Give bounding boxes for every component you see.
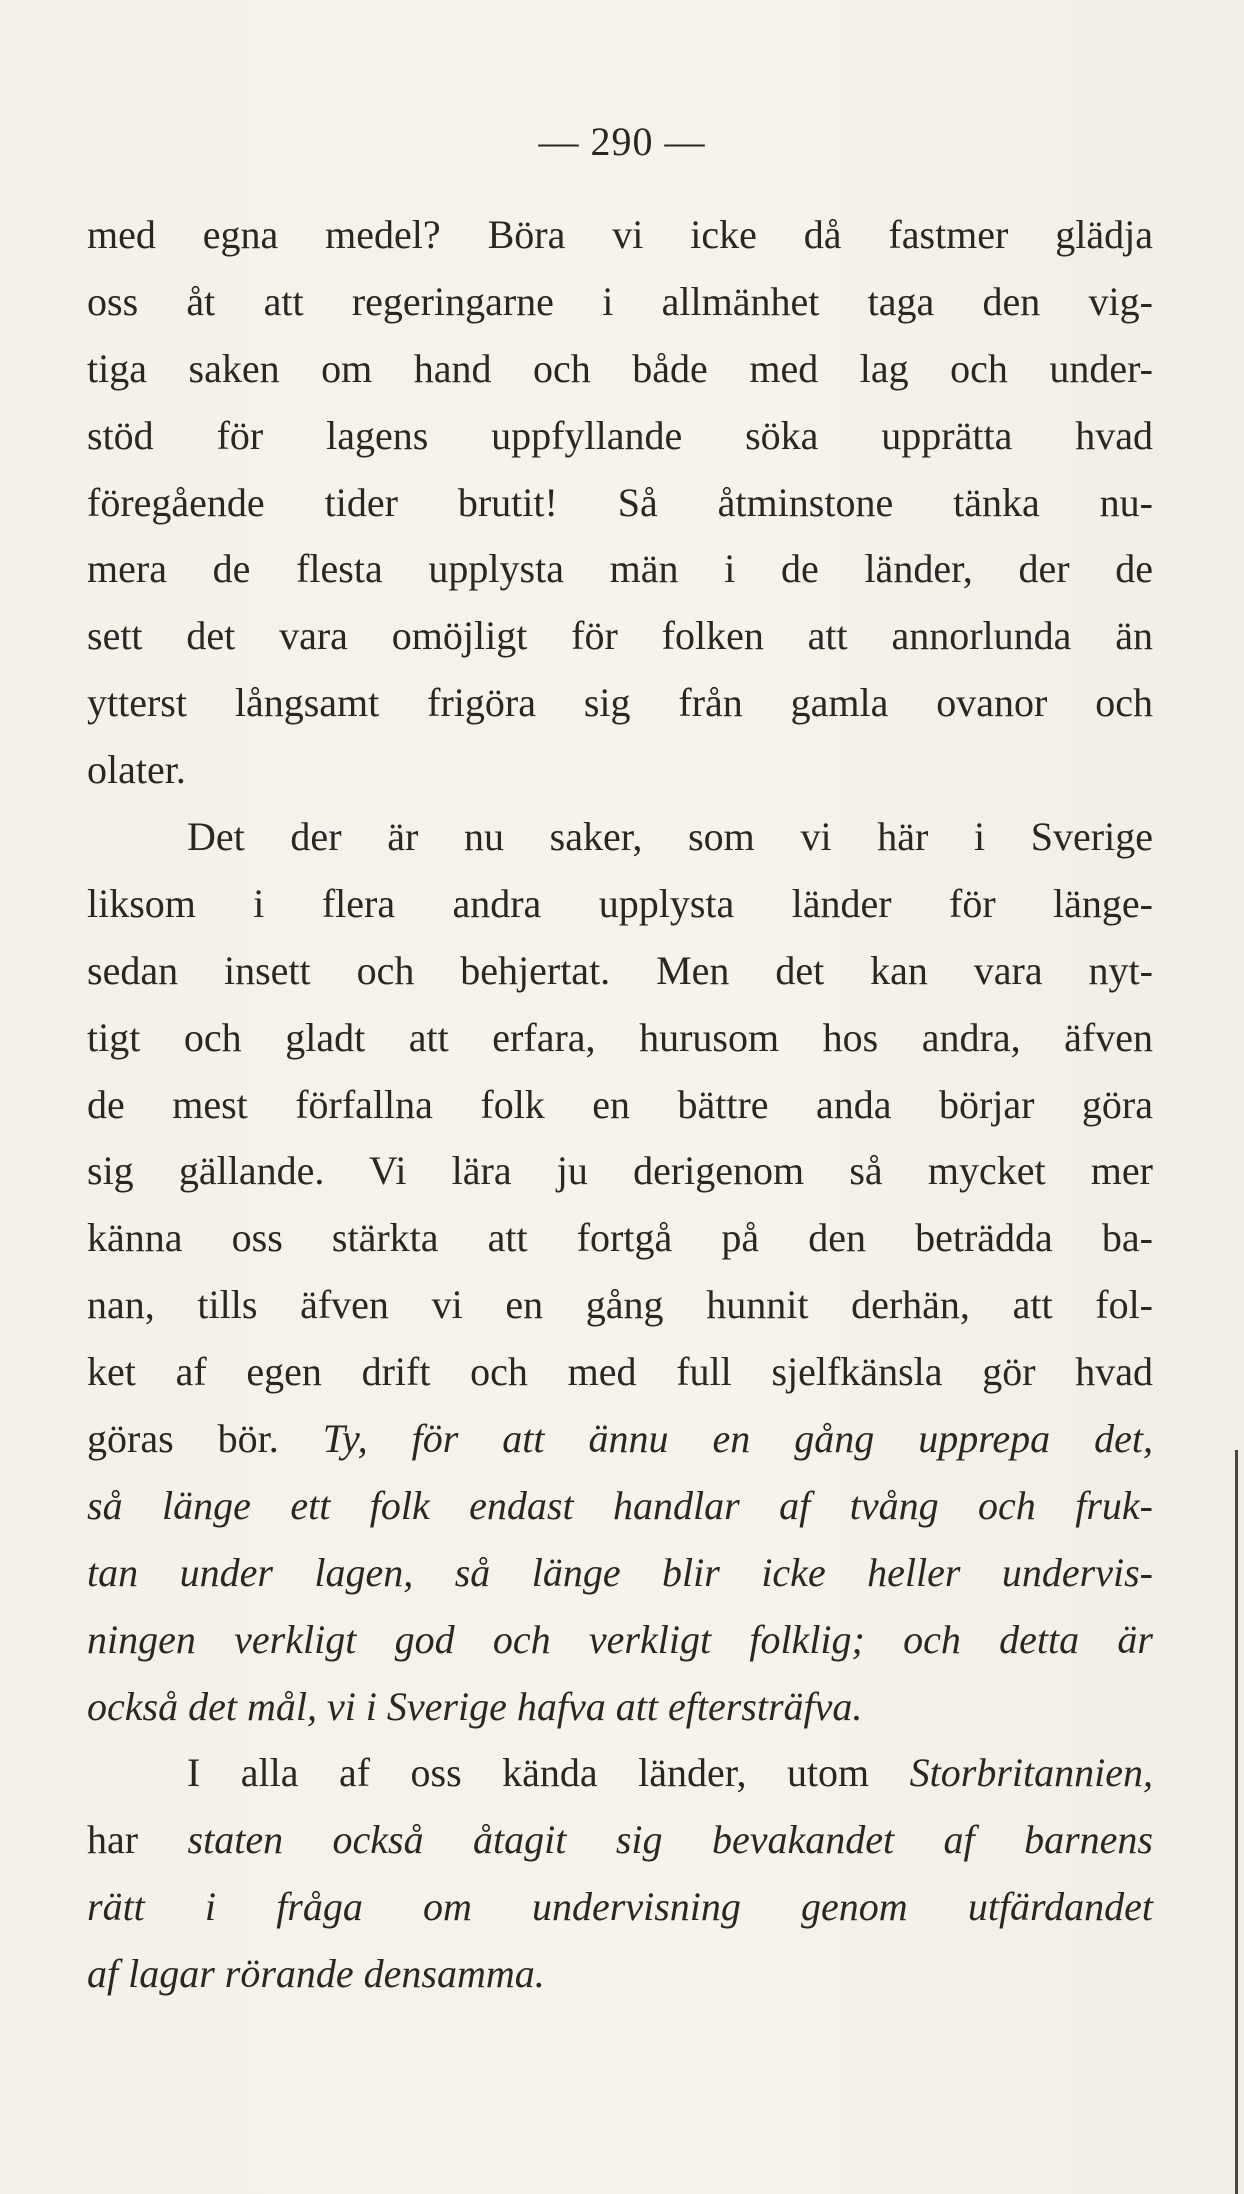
italic-text-run: rätt i fråga om undervisning genom utfärdandet	[87, 1884, 1153, 1930]
text-line	[87, 269, 1153, 336]
text-run: göras bör.	[87, 1416, 323, 1462]
text-run: med egna medel? Böra vi icke då fastmer glädja	[87, 212, 1153, 257]
text-run: ytterst långsamt frigöra sig från gamla ovanor och	[87, 680, 1153, 726]
italic-text-run: tan under lagen, så länge blir icke heller undervis-	[87, 1549, 1153, 1595]
text-line	[87, 1072, 1153, 1139]
text-run: tigt och gladt att erfara, hurusom hos andra, äfven	[87, 1014, 1153, 1060]
text-line	[87, 1674, 1153, 1741]
text-line	[87, 1807, 1153, 1874]
page-number: — 290 —	[538, 119, 706, 164]
text-run: mera de flesta upplysta män i de länder, der de	[87, 546, 1153, 592]
italic-text-run: så länge ett folk endast handlar af tvång och fruk-	[87, 1482, 1153, 1528]
text-run: sig gällande. Vi lära ju derigenom så mycket mer	[87, 1148, 1153, 1194]
text-run: föregående tider brutit! Så åtminstone tänka nu-	[87, 479, 1153, 525]
text-line	[87, 1941, 1153, 2008]
text-run: de mest förfallna folk en bättre anda börjar göra	[87, 1081, 1153, 1127]
text-line	[87, 1607, 1153, 1674]
text-line	[87, 938, 1153, 1005]
text-line	[87, 1473, 1153, 1540]
italic-text-run: ningen verkligt god och verkligt folklig; och detta är	[87, 1616, 1153, 1662]
italic-text-run: Storbritannien,	[909, 1750, 1153, 1796]
italic-text-run: Ty, för att ännu en gång upprepa det,	[322, 1416, 1153, 1462]
text-line	[87, 737, 1153, 804]
text-line	[87, 804, 1153, 871]
text-run: nan, tills äfven vi en gång hunnit derhän, att fol-	[87, 1282, 1153, 1328]
text-line	[87, 871, 1153, 938]
text-run: olater.	[87, 747, 186, 793]
text-line	[87, 670, 1153, 737]
text-run: känna oss stärkta att fortgå på den beträdda ba-	[87, 1215, 1153, 1261]
text-line	[87, 336, 1153, 403]
text-line	[87, 403, 1153, 470]
text-line	[87, 536, 1153, 603]
text-run: I alla af oss kända länder, utom	[187, 1750, 910, 1796]
text-line	[87, 1406, 1153, 1473]
page-edge-shadow	[1235, 1450, 1238, 2194]
body-text	[87, 202, 1153, 2008]
text-line	[87, 1740, 1153, 1807]
text-run: stöd för lagens uppfyllande söka upprätta hvad	[87, 412, 1153, 458]
text-run: tiga saken om hand och både med lag och under-	[87, 345, 1153, 391]
text-line	[87, 1205, 1153, 1272]
italic-text-run: också det mål, vi i Sverige hafva att eftersträfva.	[87, 1683, 863, 1729]
text-line	[87, 603, 1153, 670]
italic-text-run: af lagar rörande densamma.	[87, 1951, 545, 1997]
text-run: liksom i flera andra upplysta länder för länge-	[87, 880, 1153, 926]
text-run: har	[87, 1817, 188, 1863]
text-line	[87, 1339, 1153, 1406]
text-run: ket af egen drift och med full sjelfkänsla gör hvad	[87, 1349, 1153, 1395]
text-line	[87, 1005, 1153, 1072]
text-line	[87, 470, 1153, 537]
italic-text-run: staten också åtagit sig bevakandet af barnens	[187, 1817, 1153, 1863]
text-line	[87, 1874, 1153, 1941]
text-line	[87, 1272, 1153, 1339]
text-run: sedan insett och behjertat. Men det kan vara nyt-	[87, 947, 1153, 993]
text-run: Det der är nu saker, som vi här i Sverige	[187, 814, 1153, 860]
text-line	[87, 202, 1153, 269]
text-run: sett det vara omöjligt för folken att annorlunda än	[87, 613, 1153, 659]
text-line	[87, 1540, 1153, 1607]
text-run: oss åt att regeringarne i allmänhet taga den vig-	[87, 278, 1153, 324]
text-line	[87, 1138, 1153, 1205]
